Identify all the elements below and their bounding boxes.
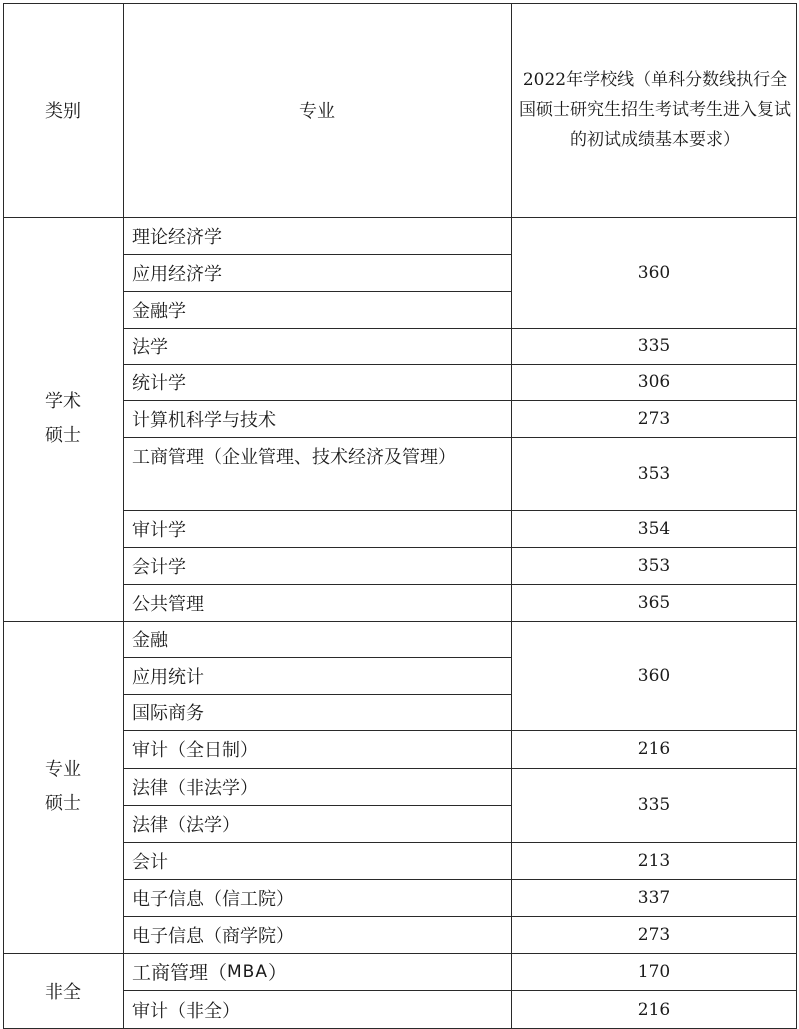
- score-cell: [511, 437, 797, 510]
- score-value: 353: [637, 463, 671, 484]
- table-row: [123, 584, 511, 621]
- score-cell: [511, 400, 797, 437]
- table-row: [123, 621, 511, 657]
- table-row: [123, 217, 511, 254]
- header-score-line-label: 2022年学校线（单科分数线执行全国硕士研究生招生考试考生进入复试的初试成绩基本要求）: [519, 70, 791, 150]
- category-label: 硕士: [45, 793, 81, 814]
- score-value: 365: [637, 592, 671, 613]
- major-name-abbrev: MBA: [227, 961, 268, 982]
- score-cell: [511, 879, 797, 916]
- major-name: 法律（法学）: [132, 814, 240, 836]
- table-row: [123, 768, 511, 805]
- score-cell: [511, 584, 797, 621]
- header-category-label: 类别: [45, 101, 81, 122]
- score-value: 216: [637, 999, 671, 1020]
- major-name: 公共管理: [132, 593, 204, 615]
- score-cell: [511, 953, 797, 990]
- category-label: 学术: [45, 391, 81, 412]
- major-name: 国际商务: [132, 703, 204, 724]
- table-row: [123, 990, 511, 1029]
- table-row: [123, 805, 511, 842]
- score-cell: [511, 364, 797, 400]
- score-value: 273: [637, 408, 671, 429]
- score-value: 353: [637, 555, 671, 576]
- score-value: 335: [637, 336, 671, 356]
- score-value: 360: [637, 665, 671, 686]
- category-academic: [3, 217, 123, 621]
- header-score-line: [519, 3, 791, 217]
- score-value: 216: [637, 739, 671, 759]
- table-row: [123, 694, 511, 730]
- score-cell: [511, 990, 797, 1029]
- major-name: 电子信息（信工院）: [132, 888, 294, 910]
- major-name: 金融: [132, 630, 168, 651]
- score-cell: [511, 547, 797, 584]
- category-label: 硕士: [45, 425, 81, 446]
- table-row: [123, 730, 511, 768]
- score-cell: [511, 217, 797, 328]
- major-name-suffix: ）: [267, 962, 287, 984]
- score-value: 170: [637, 961, 671, 982]
- table-row: [123, 547, 511, 584]
- header-category: [3, 3, 123, 217]
- score-value: 213: [637, 850, 671, 871]
- table-row: [123, 437, 511, 510]
- header-major-label: 专业: [299, 101, 335, 122]
- major-name: 电子信息（商学院）: [132, 925, 294, 947]
- table-row: [123, 510, 511, 547]
- major-name: 统计学: [132, 373, 186, 394]
- score-value: 354: [637, 518, 671, 539]
- major-name: 会计学: [132, 556, 186, 578]
- category-label: 非全: [45, 982, 81, 1003]
- table-row: [123, 328, 511, 364]
- major-name: 工商管理（: [132, 962, 228, 984]
- score-cell: [511, 328, 797, 364]
- table-row: [123, 400, 511, 437]
- major-name: 理论经济学: [132, 226, 222, 248]
- table-row: [123, 916, 511, 953]
- score-cell: [511, 768, 797, 842]
- table-row: [123, 953, 511, 990]
- major-name: 审计（全日制）: [132, 740, 258, 761]
- score-cell: [511, 510, 797, 547]
- table-row: [123, 254, 511, 291]
- major-name: 会计: [132, 851, 168, 873]
- table-row: [123, 879, 511, 916]
- major-name: 金融学: [132, 300, 186, 322]
- score-cell: [511, 842, 797, 879]
- table-row: [123, 291, 511, 328]
- score-cell: [511, 916, 797, 953]
- score-value: 360: [637, 262, 671, 283]
- score-cell: [511, 730, 797, 768]
- major-name: 应用经济学: [132, 263, 222, 285]
- category-professional: [3, 621, 123, 953]
- score-value: 306: [637, 372, 671, 392]
- major-name: 计算机科学与技术: [132, 409, 276, 431]
- major-name: 法律（非法学）: [132, 777, 258, 799]
- major-name: 工商管理（企业管理、技术经济及管理）: [132, 447, 456, 468]
- major-name: 应用统计: [132, 666, 204, 688]
- category-label: 专业: [45, 759, 81, 780]
- table-row: [123, 364, 511, 400]
- major-name: 法学: [132, 337, 168, 358]
- major-name: 审计（非全）: [132, 1000, 240, 1022]
- score-value: 273: [637, 924, 671, 945]
- score-table: [3, 3, 797, 1029]
- header-major: [123, 3, 511, 217]
- table-row: [123, 842, 511, 879]
- major-name: 审计学: [132, 519, 186, 541]
- score-value: 335: [637, 795, 671, 815]
- score-cell: [511, 621, 797, 730]
- table-row: [123, 657, 511, 694]
- score-value: 337: [637, 887, 671, 908]
- category-part-time: [3, 953, 123, 1029]
